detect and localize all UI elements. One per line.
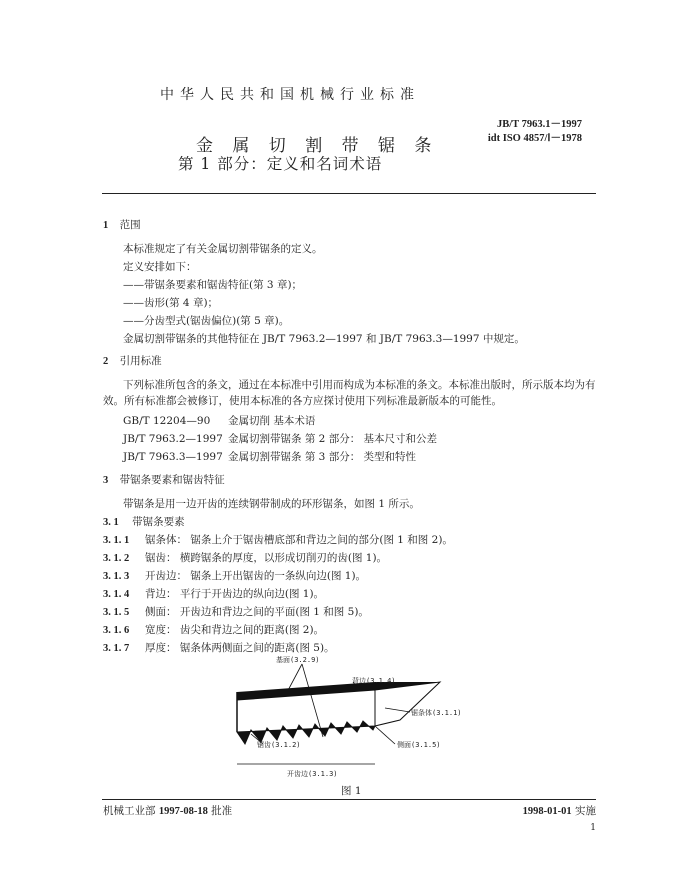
section-3-heading — [103, 472, 225, 489]
document-title: 金 属 切 割 带 锯 条 — [196, 136, 439, 156]
definition-item — [103, 532, 453, 549]
definition-term: 开齿边： — [145, 570, 187, 582]
reference-entry — [123, 449, 416, 465]
reference-code: GB/T 12204—90 — [123, 415, 211, 427]
page-number: 1 — [590, 823, 596, 833]
definition-number: 3. 1. 6 — [103, 625, 130, 636]
definition-term: 厚度： — [145, 642, 177, 654]
section-title: 带锯条要素和锯齿特征 — [119, 474, 225, 486]
approval-info — [103, 803, 232, 818]
scope-line: ——分齿型式(锯齿偏位)(第 5 章)。 — [123, 315, 290, 327]
definition-number: 3. 1. 2 — [103, 553, 130, 564]
definition-item — [103, 604, 369, 621]
reference-entry — [123, 413, 315, 429]
definition-number: 3. 1. 3 — [103, 571, 130, 582]
subsection-number: 3. 1 — [103, 517, 119, 528]
scope-line: 定义安排如下： — [123, 261, 197, 273]
definition-item — [103, 550, 387, 567]
definition-text: 锯条体两侧面之间的距离(图 5)。 — [179, 642, 335, 654]
effective-date: 1998-01-01 — [522, 806, 572, 817]
normative-references-paragraph: 下列标准所包含的条文，通过在本标准中引用而构成为本标准的条文。本标准出版时，所示版本均为有效。所有标准都会被修订，使用本标准的各方应探讨使用下列标准最新版本的可能性。 — [103, 379, 596, 407]
definition-term: 背边： — [145, 588, 177, 600]
reference-name: 金属切割带锯条 第 3 部分： 类型和特性 — [228, 451, 417, 463]
definition-term: 锯齿： — [145, 552, 177, 564]
definition-number: 3. 1. 5 — [103, 607, 130, 618]
section-title: 引用标准 — [119, 355, 162, 367]
blade-body-label: 锯条体(3.1.1) — [411, 709, 462, 717]
issuing-organization: 中华人民共和国机械行业标准 — [160, 87, 420, 103]
definition-number: 3. 1. 7 — [103, 643, 130, 654]
section-1-heading — [103, 217, 141, 234]
definition-term: 宽度： — [145, 624, 177, 636]
reference-code: JB/T 7963.3—1997 — [123, 451, 223, 463]
definition-item — [103, 568, 366, 585]
document-subtitle: 第 1 部分：定义和名词术语 — [178, 155, 383, 173]
definition-text: 锯条上开出锯齿的一条纵向边(图 1)。 — [190, 570, 367, 582]
definition-text: 开齿边和背边之间的平面(图 1 和图 5)。 — [179, 606, 369, 618]
approval-suffix: 批准 — [207, 805, 233, 817]
tooth-label: 锯齿(3.1.2) — [257, 741, 301, 749]
approver: 机械工业部 — [103, 805, 159, 817]
effective-suffix: 实施 — [571, 805, 596, 817]
section-number: 3 — [103, 475, 109, 486]
definition-text: 平行于开齿边的纵向边(图 1)。 — [179, 588, 325, 600]
reference-name: 金属切割带锯条 第 2 部分： 基本尺寸和公差 — [228, 433, 438, 445]
figure-caption: 图 1 — [341, 785, 362, 797]
side-label: 侧面(3.1.5) — [397, 741, 441, 749]
definition-text: 锯条上介于锯齿槽底部和背边之间的部分(图 1 和图 2)。 — [190, 534, 453, 546]
section-title: 范围 — [119, 219, 141, 231]
definition-term: 侧面： — [145, 606, 177, 618]
reference-code: JB/T 7963.2—1997 — [123, 433, 223, 445]
definition-number: 3. 1. 1 — [103, 535, 130, 546]
scope-line: 金属切割带锯条的其他特征在 JB/T 7963.2—1997 和 JB/T 7963.3—1997 中规定。 — [123, 333, 525, 345]
standard-number: JB/T 7963.1－1997 — [497, 119, 582, 130]
definition-term: 锯条体： — [145, 534, 187, 546]
section-number: 1 — [103, 220, 109, 231]
figure-1-band-saw-diagram — [225, 652, 505, 784]
definition-text: 齿尖和背边之间的距离(图 2)。 — [179, 624, 325, 636]
back-edge-label: 背边(3.1.4) — [352, 677, 396, 685]
definition-item — [103, 586, 324, 603]
definition-item — [103, 622, 324, 639]
effective-info — [523, 803, 596, 818]
header-rule — [102, 193, 596, 194]
equivalent-standard: idt ISO 4857/Ⅰ－1978 — [487, 133, 582, 144]
base-label: 基面(3.2.9) — [276, 656, 320, 664]
definition-number: 3. 1. 4 — [103, 589, 130, 600]
scope-line: ——带锯条要素和锯齿特征(第 3 章)； — [123, 279, 303, 291]
scope-line: ——齿形(第 4 章)； — [123, 297, 219, 309]
reference-name: 金属切削 基本术语 — [228, 415, 316, 427]
toothed-edge-label: 开齿边(3.1.3) — [287, 770, 338, 778]
section-2-heading — [103, 353, 162, 370]
approval-date: 1997-08-18 — [158, 806, 208, 817]
section-number: 2 — [103, 356, 109, 367]
scope-line: 本标准规定了有关金属切割带锯条的定义。 — [123, 243, 323, 255]
footer-rule — [102, 799, 596, 800]
side-leader-line — [375, 726, 395, 744]
section-3-intro: 带锯条是用一边开齿的连续钢带制成的环形锯条，如图 1 所示。 — [123, 498, 420, 510]
definition-text: 横跨锯条的厚度，以形成切削刃的齿(图 1)。 — [179, 552, 388, 564]
subsection-3-1-heading — [103, 514, 185, 531]
reference-entry — [123, 431, 437, 447]
blade-end-face — [375, 682, 440, 726]
subsection-title: 带锯条要素 — [132, 516, 185, 528]
